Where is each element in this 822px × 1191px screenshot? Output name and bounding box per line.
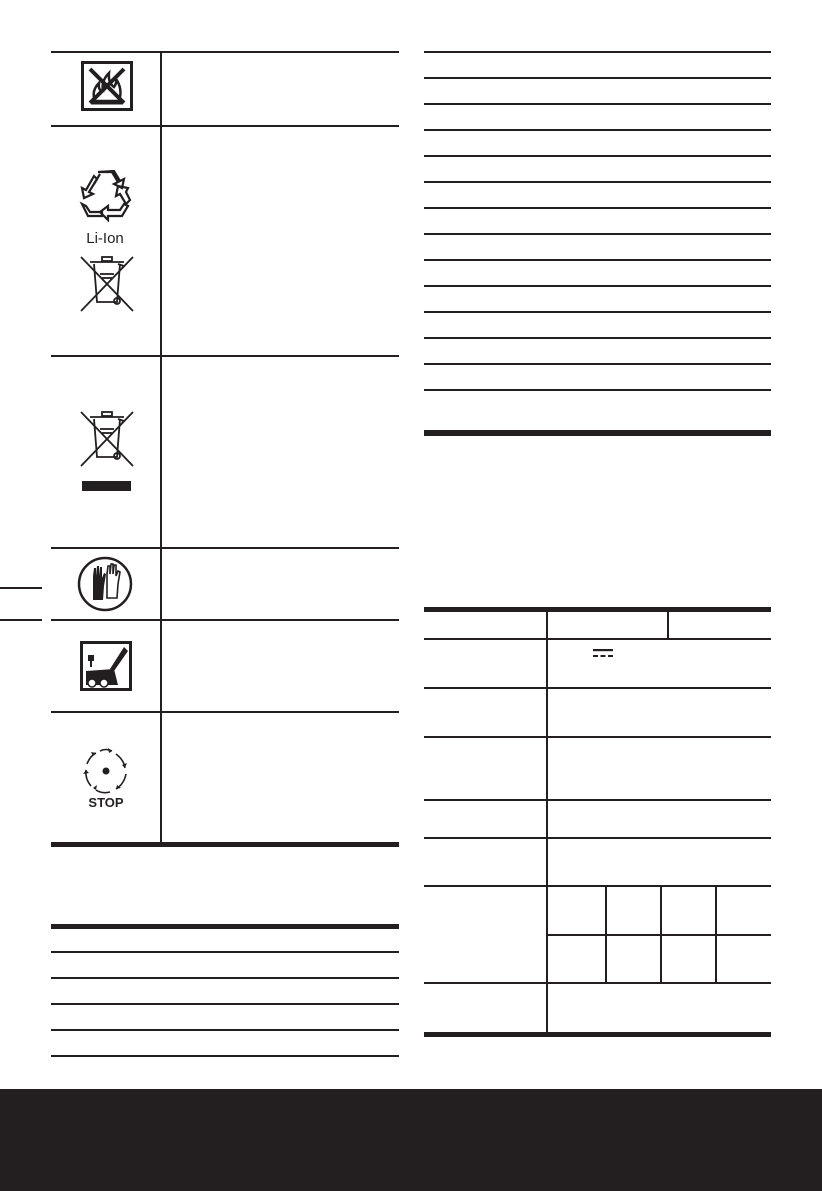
row-divider — [51, 355, 399, 357]
column-divider — [605, 885, 607, 982]
table-row — [51, 951, 399, 953]
table-row — [51, 977, 399, 979]
column-divider — [546, 609, 548, 1034]
crossed-bin-icon — [78, 254, 136, 314]
column-divider — [660, 885, 662, 982]
table-top-rule — [51, 924, 399, 929]
table-row — [51, 1003, 399, 1005]
table-row — [51, 1029, 399, 1031]
table-row — [547, 934, 771, 936]
table-row — [424, 736, 771, 738]
row-divider — [51, 125, 399, 127]
table-row — [424, 982, 771, 984]
section-rule — [424, 430, 771, 436]
margin-tab-marker — [0, 619, 42, 621]
list-item — [424, 129, 771, 131]
table-row — [424, 837, 771, 839]
list-item — [424, 51, 771, 53]
gloves-icon — [77, 556, 133, 612]
table-top-rule — [424, 607, 771, 612]
list-item — [424, 181, 771, 183]
margin-tab-marker — [0, 587, 42, 589]
column-divider — [160, 51, 162, 844]
list-item — [424, 337, 771, 339]
table-bottom-rule — [424, 1032, 771, 1037]
row-divider — [51, 51, 399, 53]
row-divider — [51, 619, 399, 621]
trimmer-icon — [80, 641, 132, 691]
list-item — [424, 103, 771, 105]
row-divider — [51, 711, 399, 713]
table-row — [424, 799, 771, 801]
list-item — [424, 389, 771, 391]
stop-label: STOP — [88, 795, 124, 810]
table-bottom-rule — [51, 842, 399, 847]
li-ion-label: Li-Ion — [86, 230, 124, 247]
table-row — [424, 638, 771, 640]
list-item — [424, 155, 771, 157]
dc-voltage-icon — [592, 648, 614, 660]
list-item — [424, 363, 771, 365]
footer-bar — [0, 1089, 822, 1191]
table-row — [424, 885, 771, 887]
list-item — [424, 233, 771, 235]
no-fire-icon — [81, 61, 133, 111]
column-divider — [715, 885, 717, 982]
table-row — [424, 687, 771, 689]
column-divider — [667, 609, 669, 640]
rotating-blade-stop-icon — [80, 746, 132, 796]
crossed-bin-bar-icon — [78, 409, 136, 493]
list-item — [424, 207, 771, 209]
recycle-icon — [78, 168, 134, 222]
row-divider — [51, 547, 399, 549]
list-item — [424, 285, 771, 287]
table-row — [51, 1055, 399, 1057]
list-item — [424, 77, 771, 79]
list-item — [424, 259, 771, 261]
list-item — [424, 311, 771, 313]
